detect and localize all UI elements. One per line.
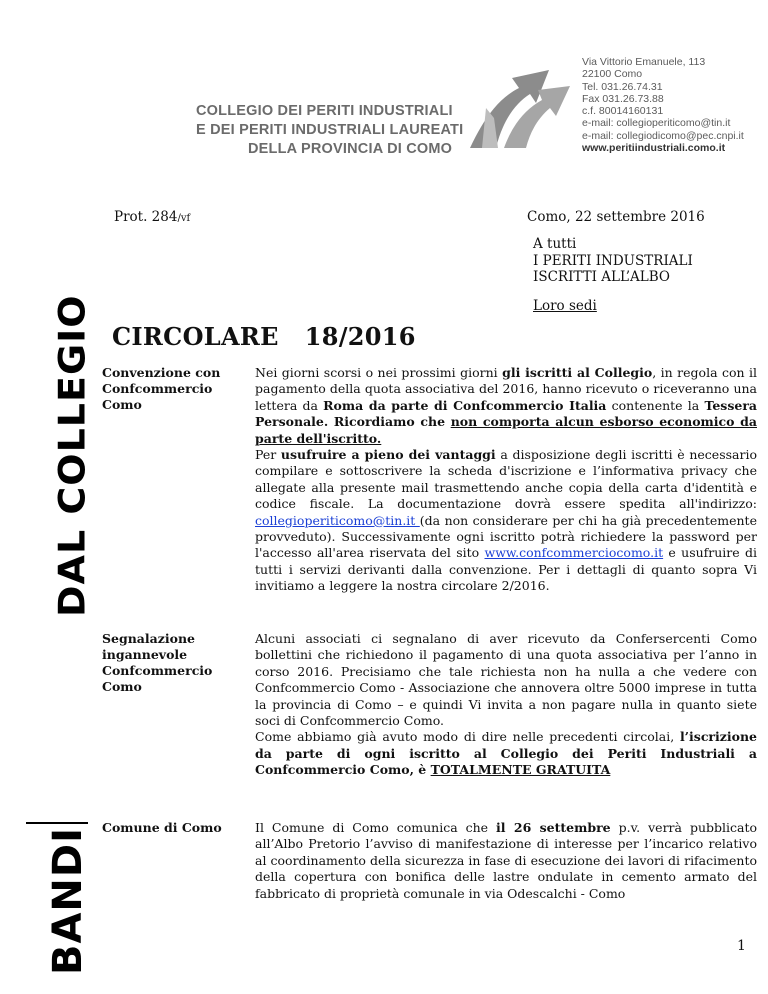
section-label-line: Confcommercio [102, 381, 213, 396]
section-label-line: Comune di Como [102, 820, 222, 835]
side-label-bandi: BANDI [45, 827, 91, 976]
paragraph: Nei giorni scorsi o nei prossimi giorni gli iscritti al Collegio, in regola con il pagamento della quota associativa del 2016, hanno ricevuto o riceveranno una lettera da Roma da parte di Confcommercio Italia contenente la Tessera Personale. Ricordiamo che non comporta alcun esborso economico da parte dell'iscritto. [255, 365, 758, 446]
address-fax: Fax 031.26.73.88 [582, 92, 664, 105]
paragraph: Il Comune di Como comunica che il 26 settembre p.v. verrà pubblicato all’Albo Pretorio l’avviso di manifestazione di interesse per l’incarico relativo al coordinamento della sicurezza in fase di esecuzione dei lavori di rifacimento della copertura con bonifica delle lastre ondulate in cemento armato del fabbricato di proprietà comunale in via Odescalchi - Como [255, 820, 757, 901]
paragraph: Come abbiamo già avuto modo di dire nelle precedenti circolai, l’iscrizione da parte di ogni iscritto al Collegio dei Periti Industriali a Confcommercio Como, è TOTALMENTE GRATUITA [255, 729, 757, 778]
org-name-line3: DELLA PROVINCIA DI COMO [248, 141, 453, 157]
address-city: 22100 Como [582, 68, 643, 81]
section-label-line: Segnalazione [102, 631, 195, 646]
section-body-comune [255, 820, 757, 902]
protocol-number [114, 209, 190, 225]
address-cf: c.f. 80014160131 [582, 105, 664, 118]
address-email2: e-mail: collegiodicomo@pec.cnpi.it [582, 129, 744, 142]
paragraph: Per usufruire a pieno dei vantaggi a disposizione degli iscritti è necessario compilare e sottoscrivere la scheda d'iscrizione e l’informativa privacy che allegate alla presente mail trasmettendo anche copia della carta d'identità e codice fiscale. La documentazione dovrà essere spedita all'indirizzo: collegioperiticomo@tin.it (da non considerare per chi ha già precedentemente provveduto). Successivamente ogni iscritto potrà richiedere la password per l'accesso all'area riservata del sito www.confcommerciocomo.it e usufruire di tutti i servizi derivanti dalla convenzione. Per i dettagli di quanto sopra Vi invitiamo a leggere la nostra circolare 2/2016. [255, 447, 757, 594]
website-link[interactable]: www.peritiindustriali.como.it [582, 142, 726, 155]
section-label-comune [102, 820, 242, 836]
recipient-block [533, 236, 693, 314]
circular-number: 18/2016 [304, 322, 416, 351]
confcommercio-website-link[interactable]: www.confcommerciocomo.it [484, 545, 664, 561]
email-link[interactable]: collegioperiticomo@tin.it [255, 512, 420, 528]
recipient-line: ISCRITTI ALL’ALBO [533, 269, 670, 285]
recipient-line: I PERITI INDUSTRIALI [533, 252, 693, 269]
college-logo-icon [464, 48, 576, 158]
section-body-convenzione [255, 365, 757, 595]
recipient-line: A tutti [533, 236, 577, 252]
section-body-segnalazione [255, 631, 757, 779]
side-label-dal-collegio: DAL COLLEGIO [51, 294, 93, 617]
protocol-suffix: /vf [177, 213, 191, 224]
document-title [112, 322, 416, 351]
recipient-line: Loro sedi [533, 297, 597, 314]
org-name-line2: E DEI PERITI INDUSTRIALI LAUREATI [196, 122, 464, 138]
page-number: 1 [737, 938, 746, 954]
address-street: Via Vittorio Emanuele, 113 [582, 56, 706, 68]
organization-name [196, 102, 466, 159]
section-label-line: Como [102, 397, 142, 412]
protocol-label: Prot. 284 [114, 209, 178, 225]
section-label-convenzione [102, 365, 242, 413]
section-label-line: Como [102, 679, 142, 694]
date: Como, 22 settembre 2016 [527, 209, 705, 225]
section-label-line: Convenzione con [102, 365, 221, 380]
address-tel: Tel. 031.26.74.31 [582, 80, 663, 93]
section-label-line: Confcommercio [102, 663, 213, 678]
org-name-line1: COLLEGIO DEI PERITI INDUSTRIALI [196, 103, 453, 119]
address-email1: e-mail: collegioperiticomo@tin.it [582, 117, 731, 130]
title-word: CIRCOLARE [112, 322, 279, 351]
section-label-segnalazione [102, 631, 242, 695]
section-label-line: ingannevole [102, 647, 188, 662]
paragraph: Alcuni associati ci segnalano di aver ricevuto da Confersercenti Como bollettini che richiedono il pagamento di una quota associativa per l’anno in corso 2016. Precisiamo che tale richiesta non ha nulla a che vedere con Confcommercio Como - Associazione che annovera oltre 5000 imprese in tutta la provincia di Como – e quindi Vi invita a non pagare nulla in quanto siete soci di Confcommercio Como. [255, 631, 757, 729]
address-block [582, 56, 744, 154]
